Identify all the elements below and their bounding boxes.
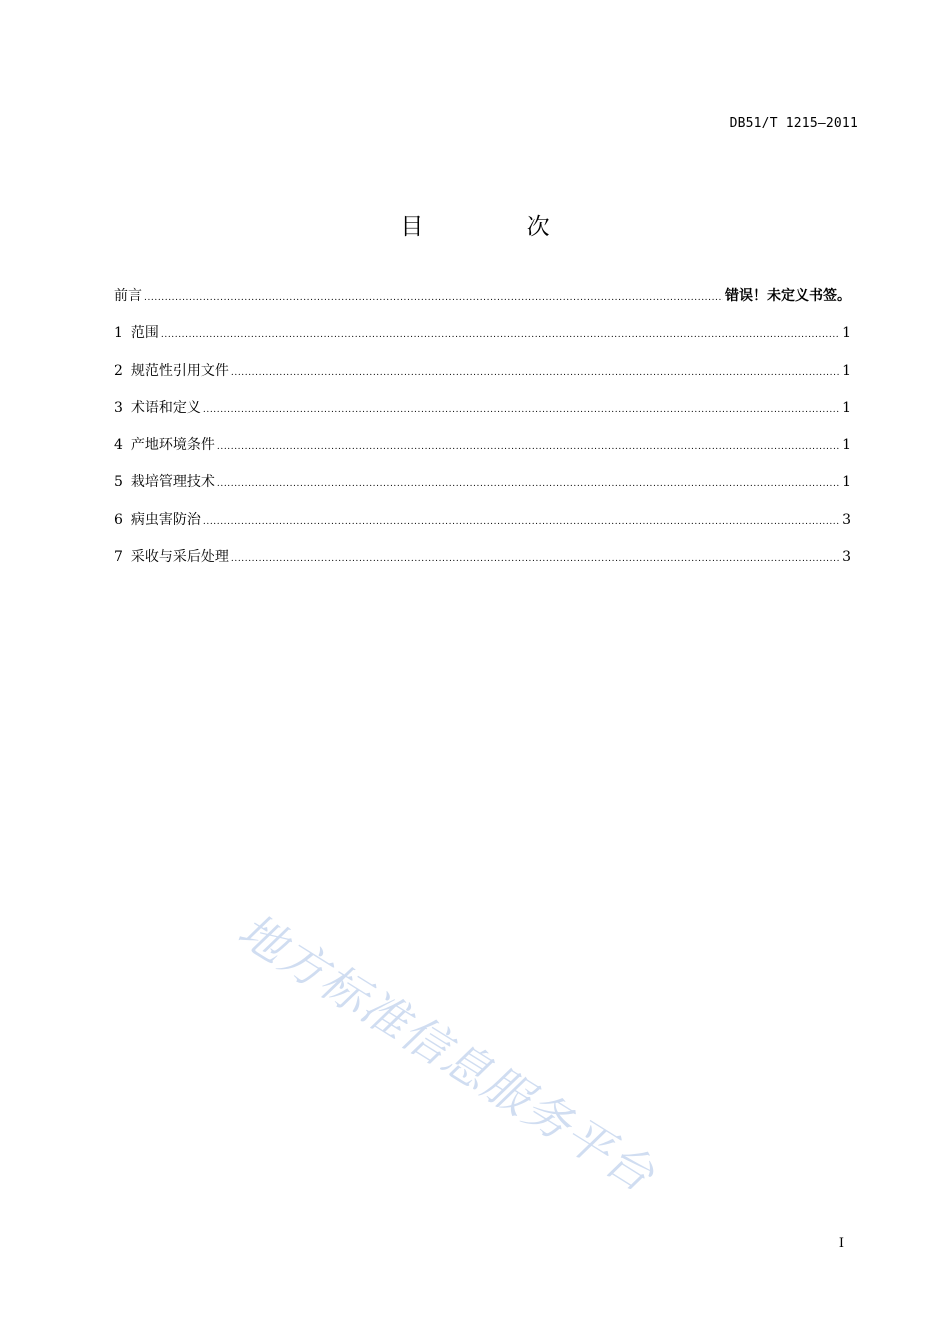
toc-entry-label: 范围 — [130, 325, 159, 342]
toc-entry-number: 2 — [114, 362, 123, 379]
toc-entry-scope[interactable] — [114, 323, 851, 360]
toc-entry-normative-references[interactable] — [114, 361, 851, 398]
toc-entry-page: 1 — [842, 437, 851, 454]
toc-entry-label: 前言 — [114, 288, 142, 304]
toc-title: 目 次 — [400, 214, 598, 240]
toc-leader-dots — [144, 288, 723, 308]
toc-entry-label: 病虫害防治 — [130, 511, 201, 528]
toc-entry-label: 栽培管理技术 — [130, 474, 215, 491]
toc-entry-page: 1 — [842, 399, 851, 416]
toc-entry-page: 错误！未定义书签。 — [725, 288, 851, 304]
page-number: I — [838, 1236, 844, 1251]
toc-entry-label: 采收与采后处理 — [130, 549, 229, 566]
toc-entry-label: 术语和定义 — [130, 399, 201, 416]
toc-entry-number: 6 — [114, 511, 123, 528]
toc-entry-number: 4 — [114, 437, 123, 454]
toc-entry-pest-control[interactable] — [114, 510, 851, 547]
toc-entry-page: 1 — [842, 325, 851, 342]
toc-entry-number: 5 — [114, 474, 123, 491]
toc-leader-dots — [203, 512, 840, 532]
document-code: DB51/T 1215—2011 — [729, 116, 858, 131]
toc-list — [114, 286, 851, 584]
toc-entry-label: 产地环境条件 — [130, 437, 215, 454]
toc-entry-number: 7 — [114, 549, 123, 566]
toc-leader-dots — [231, 363, 840, 383]
toc-entry-label: 规范性引用文件 — [130, 362, 229, 379]
toc-leader-dots — [161, 325, 840, 345]
toc-entry-page: 1 — [842, 362, 851, 379]
toc-entry-page: 3 — [842, 511, 851, 528]
toc-leader-dots — [217, 474, 840, 494]
toc-entry-number: 3 — [114, 399, 123, 416]
toc-entry-terms-definitions[interactable] — [114, 398, 851, 435]
toc-entry-harvest[interactable] — [114, 547, 851, 584]
toc-entry-foreword[interactable] — [114, 286, 851, 323]
toc-entry-page: 1 — [842, 474, 851, 491]
toc-entry-environment[interactable] — [114, 435, 851, 472]
toc-leader-dots — [231, 549, 840, 569]
watermark-text: 地方标准信息服务平台 — [229, 902, 665, 1203]
toc-entry-page: 3 — [842, 549, 851, 566]
toc-leader-dots — [217, 437, 840, 457]
toc-leader-dots — [203, 400, 840, 420]
toc-entry-cultivation[interactable] — [114, 472, 851, 509]
toc-entry-number: 1 — [114, 325, 123, 342]
